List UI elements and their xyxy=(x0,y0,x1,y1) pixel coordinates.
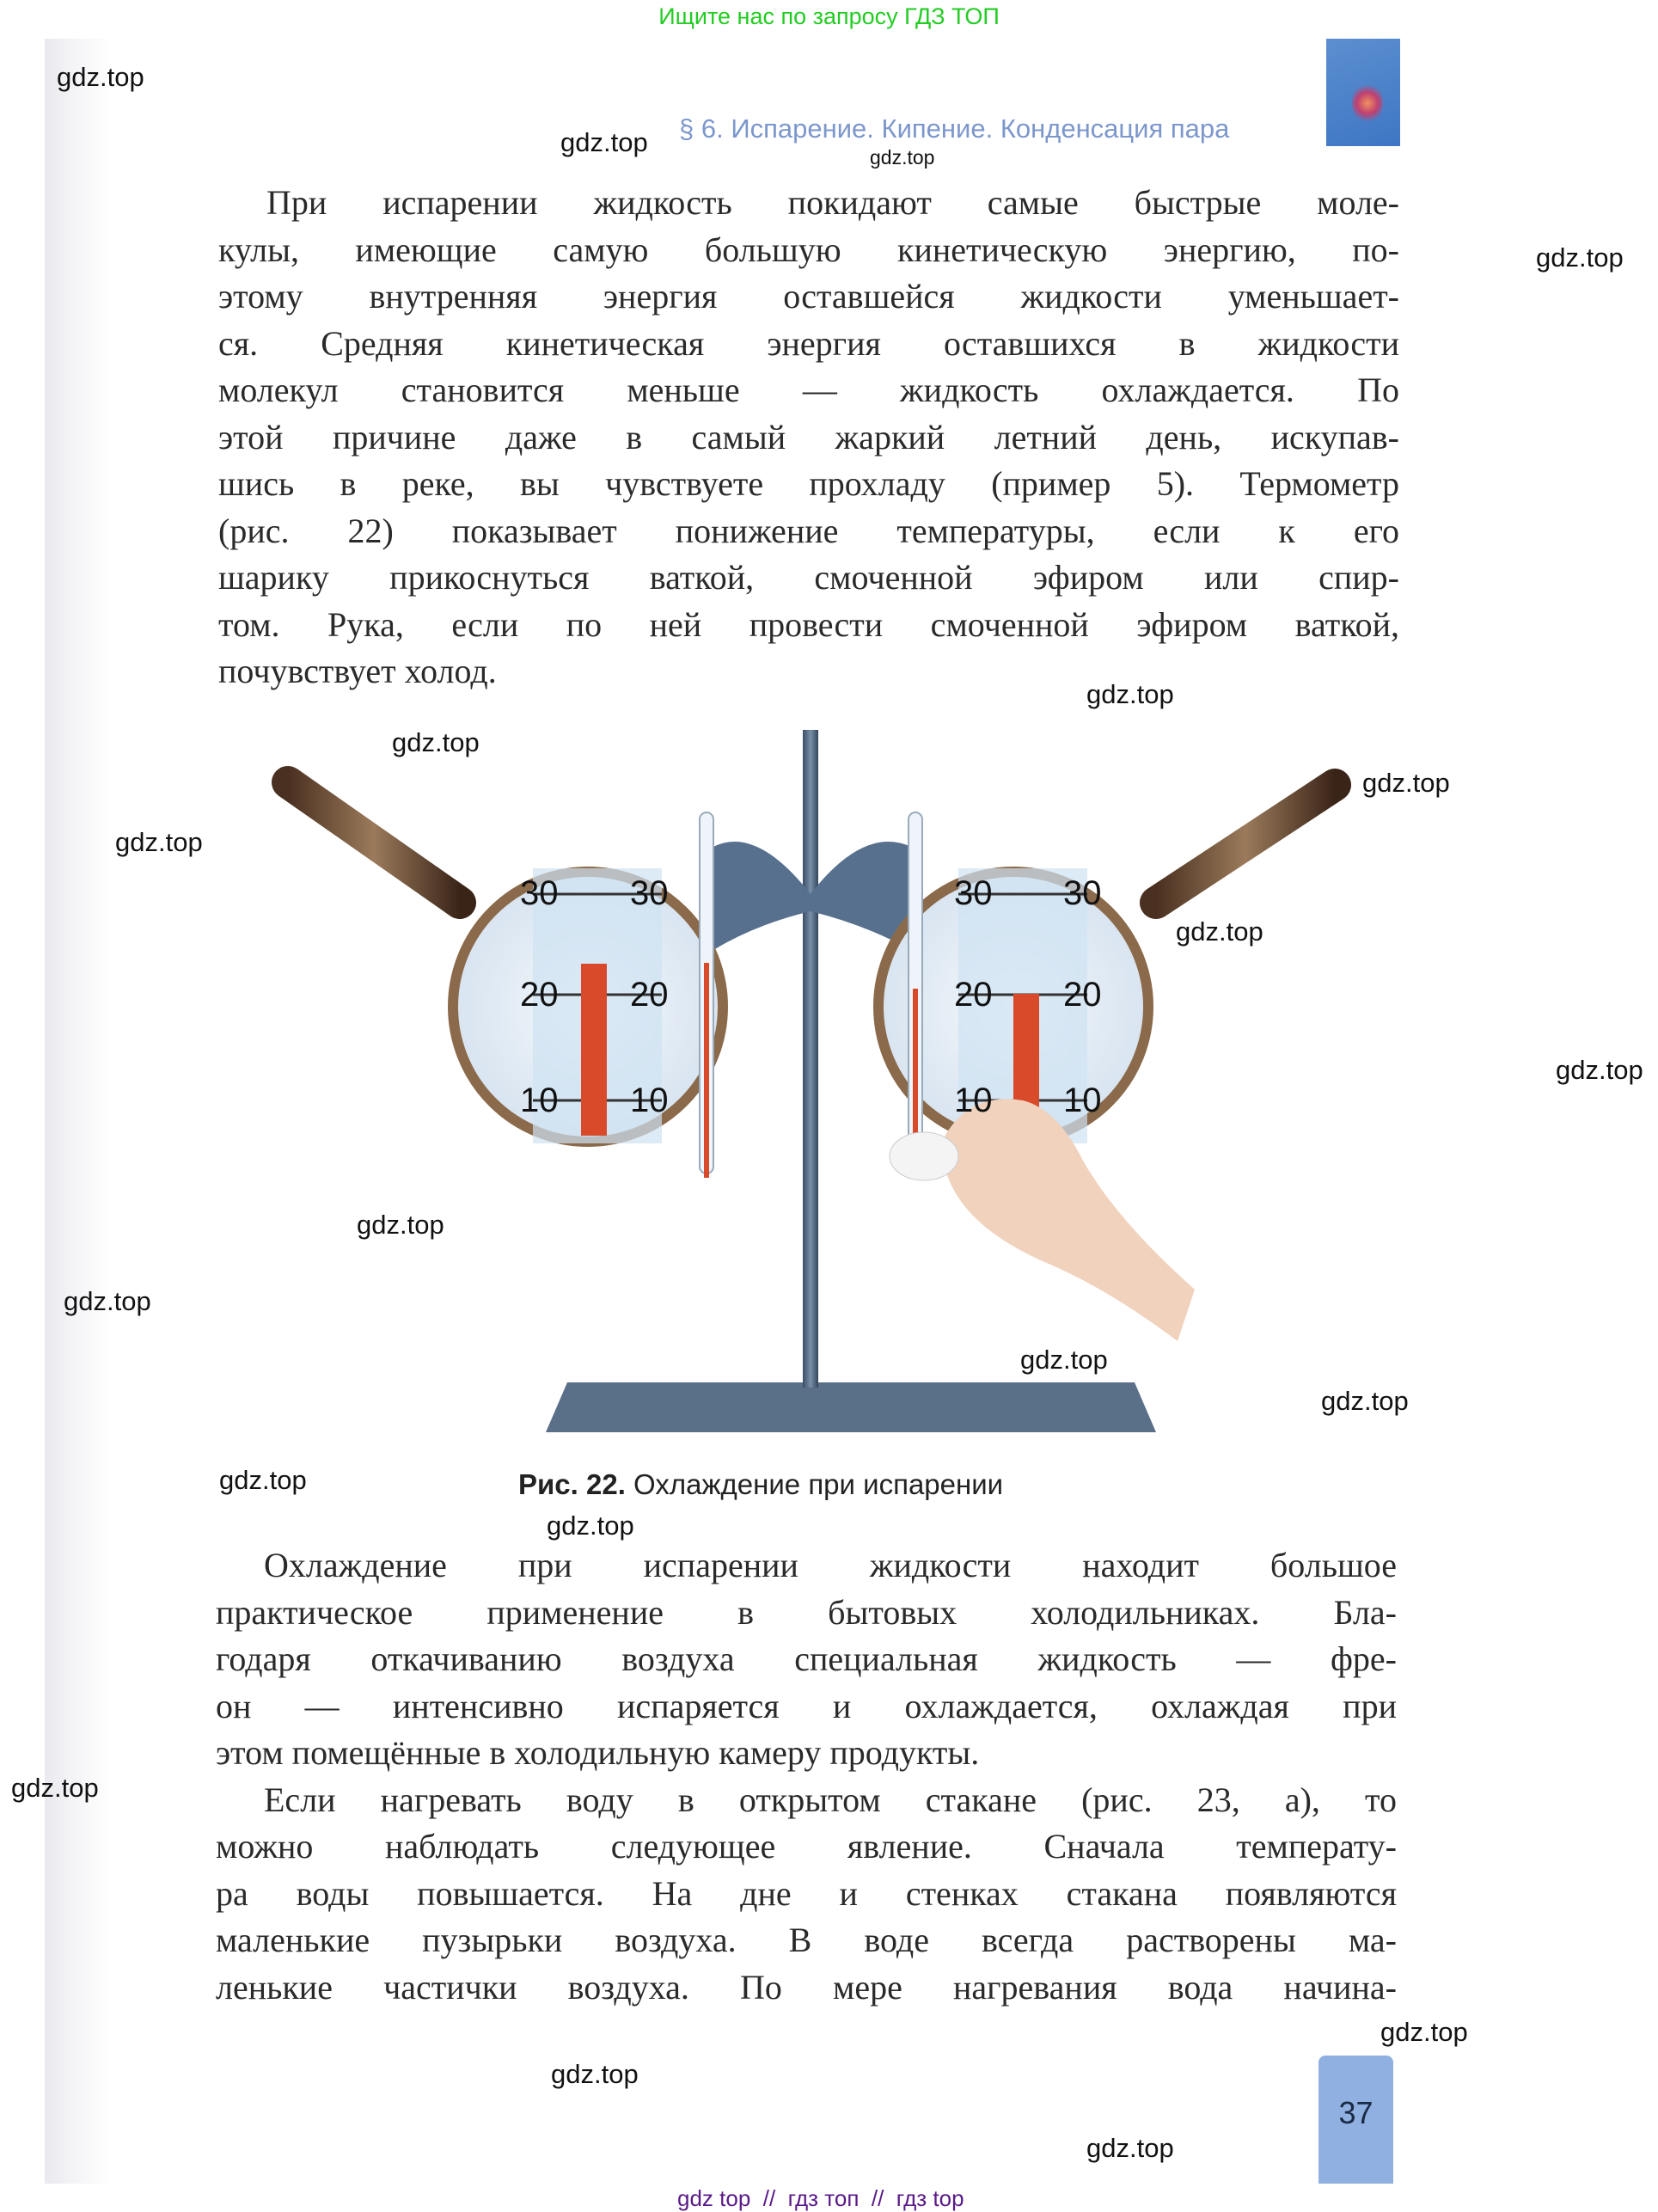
watermark: gdz.top xyxy=(11,1773,99,1803)
text-line: Охлаждение при испарении жидкости находит большое xyxy=(264,1546,1397,1584)
text-line: (рис. 22) показывает понижение температуры, если к его xyxy=(218,511,1399,550)
watermark: gdz.top xyxy=(57,62,144,92)
watermark: gdz.top xyxy=(1176,916,1263,947)
text-line: этой причине даже в самый жаркий летний день, искупав- xyxy=(218,417,1399,456)
magnifier-handle-left xyxy=(288,782,460,903)
text-line: этому внутренняя энергия оставшейся жидкости уменьшает- xyxy=(218,277,1399,316)
mercury-column-left xyxy=(581,964,607,1136)
text-line: ленькие частички воздуха. По мере нагревания вода начина- xyxy=(216,1967,1397,2007)
thermometer-right-mercury xyxy=(913,989,918,1143)
cotton-swab xyxy=(890,1132,958,1180)
scale-label: 10 xyxy=(520,1081,559,1119)
scale-label: 20 xyxy=(520,976,559,1014)
text-line: молекул становится меньше — жидкость охлаждается. По xyxy=(218,371,1399,409)
watermark: gdz.top xyxy=(64,1286,151,1316)
text-line: ра воды повышается. На дне и стенках стакана появляются xyxy=(216,1873,1397,1913)
figure-caption xyxy=(518,1468,1003,1501)
scale-label: 30 xyxy=(1063,874,1102,912)
stand-rod xyxy=(803,730,818,1388)
scale-label: 20 xyxy=(954,976,993,1014)
text-line: том. Рука, если по ней провести смоченной эфиром ваткой, xyxy=(218,604,1399,644)
scale-label: 30 xyxy=(520,874,559,912)
magnifier-handle-right xyxy=(1156,785,1335,903)
scale-label: 20 xyxy=(630,976,669,1014)
text-line: маленькие пузырьки воздуха. В воде всегда растворены ма- xyxy=(216,1921,1397,1959)
section-header: § 6. Испарение. Кипение. Конденсация пара xyxy=(679,113,1230,144)
text-line: При испарении жидкость покидают самые быстрые моле- xyxy=(266,183,1399,222)
text-line: этом помещённые в холодильную камеру продукты. xyxy=(216,1733,980,1772)
scale-label: 10 xyxy=(630,1081,669,1119)
watermark: gdz.top xyxy=(551,2059,639,2089)
page-number-tab xyxy=(1318,2056,1393,2184)
watermark: gdz.top xyxy=(1020,1345,1108,1375)
text-line: практическое применение в бытовых холодильниках. Бла- xyxy=(216,1592,1397,1632)
thermometer-left-mercury xyxy=(704,963,709,1178)
watermark: gdz.top xyxy=(1536,242,1624,273)
caption-label: Рис. 22. xyxy=(518,1468,626,1500)
page-number: 37 xyxy=(1338,2095,1374,2130)
watermark: gdz.top xyxy=(1362,768,1450,798)
bottom-links[interactable]: gdz top // гдз топ // гдз top xyxy=(677,2185,964,2211)
paragraph-2 xyxy=(216,1542,1397,2011)
scale-label: 30 xyxy=(954,874,993,912)
text-line: почувствует холод. xyxy=(218,652,497,690)
scale-label: 30 xyxy=(630,874,669,912)
scale-label: 10 xyxy=(954,1081,993,1119)
text-line: можно наблюдать следующее явление. Сначала температу- xyxy=(216,1827,1397,1866)
watermark: gdz.top xyxy=(547,1510,634,1541)
watermark: gdz.top xyxy=(1086,2133,1174,2163)
watermark: gdz.top xyxy=(392,727,480,757)
scale-label: 20 xyxy=(1063,976,1102,1014)
watermark: gdz.top xyxy=(560,127,648,157)
text-line: шарику прикоснуться ваткой, смоченной эфиром или спир- xyxy=(218,558,1399,597)
text-line: кулы, имеющие самую большую кинетическую энергию, по- xyxy=(218,230,1399,269)
text-line: Если нагревать воду в открытом стакане (рис. 23, а), то xyxy=(264,1780,1397,1819)
watermark: gdz.top xyxy=(1380,2017,1468,2047)
watermark: gdz.top xyxy=(115,827,203,857)
watermark: gdz.top xyxy=(1086,679,1174,709)
stand-base xyxy=(546,1382,1156,1432)
text-line: годаря откачиванию воздуха специальная жидкость — фре- xyxy=(216,1639,1397,1678)
watermark: gdz.top xyxy=(870,146,935,169)
top-banner[interactable]: Ищите нас по запросу ГДЗ ТОП xyxy=(658,3,1000,29)
scale-label: 10 xyxy=(1063,1081,1102,1119)
watermark: gdz.top xyxy=(1556,1055,1643,1085)
watermark: gdz.top xyxy=(1321,1386,1409,1416)
watermark: gdz.top xyxy=(219,1465,307,1495)
text-line: шись в реке, вы чувствуете прохладу (пример 5). Термометр xyxy=(218,464,1399,503)
text-line: он — интенсивно испаряется и охлаждается, охлаждая при xyxy=(216,1686,1397,1725)
text-line: ся. Средняя кинетическая энергия оставшихся в жидкости xyxy=(218,323,1399,363)
caption-text: Охлаждение при испарении xyxy=(625,1468,1004,1500)
watermark: gdz.top xyxy=(357,1210,444,1240)
